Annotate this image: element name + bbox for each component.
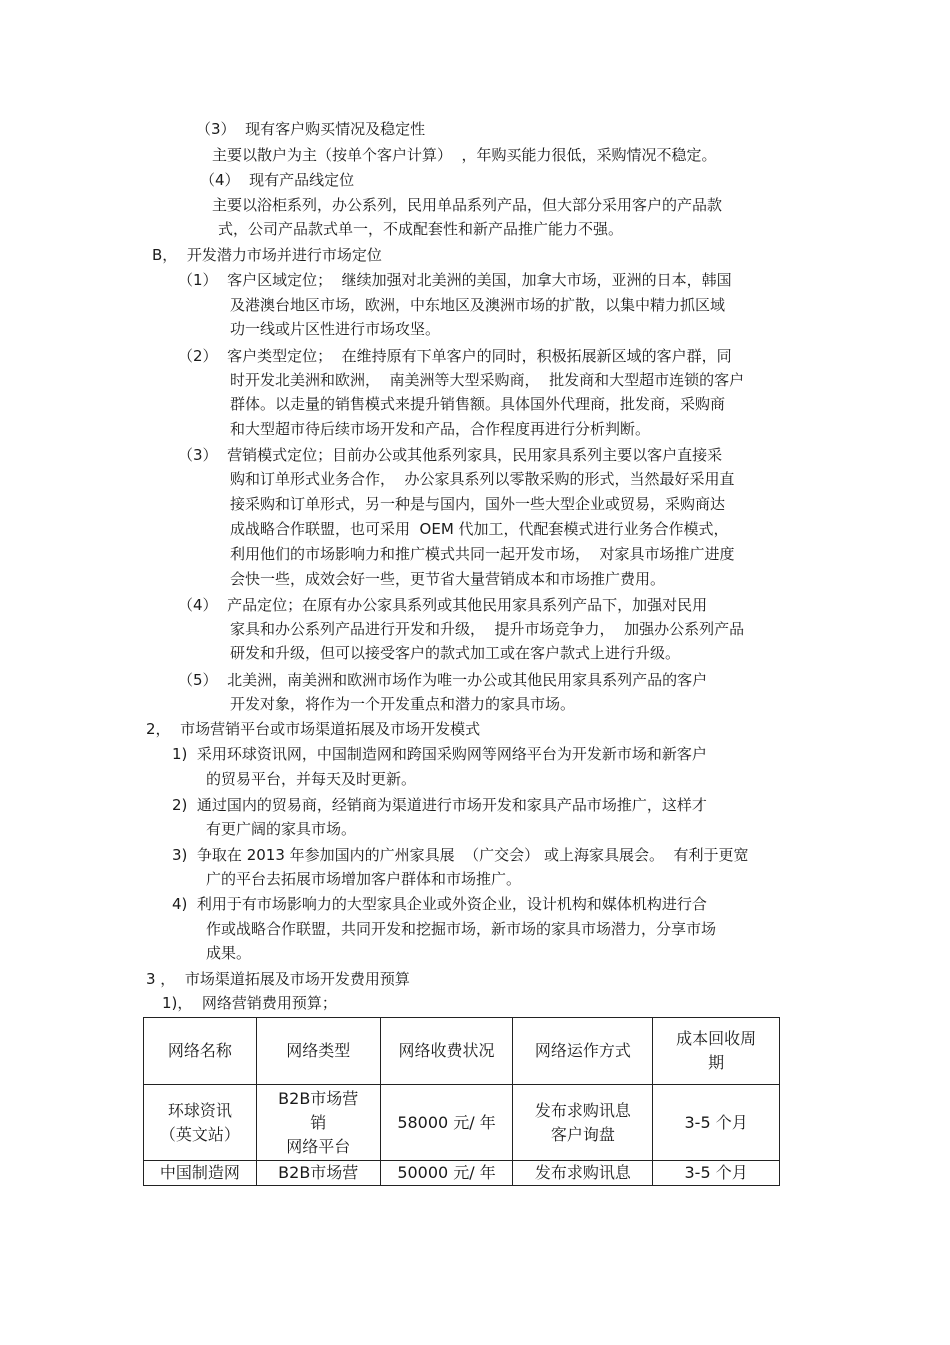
table-cell: 50000 元/ 年	[380, 1161, 513, 1186]
text-line: 接采购和订单形式，另一种是与国内，国外一些大型企业或贸易，采购商达	[230, 495, 726, 513]
text-line: 的贸易平台，并每天及时更新。	[206, 770, 417, 788]
table-cell: 3-5 个月	[653, 1085, 780, 1161]
table-cell: 发布求购讯息	[513, 1161, 653, 1186]
table-header-cell: 网络运作方式	[513, 1018, 653, 1085]
text-line: 1) 采用环球资讯网，中国制造网和跨国采购网等网络平台为开发新市场和新客户	[172, 745, 707, 763]
text-line: 开发对象，将作为一个开发重点和潜力的家具市场。	[230, 695, 576, 713]
text-line: 2) 通过国内的贸易商，经销商为渠道进行市场开发和家具产品市场推广，这样才	[172, 796, 707, 814]
text-line: 作或战略合作联盟，共同开发和挖掘市场，新市场的家具市场潜力，分享市场	[206, 920, 717, 938]
table-cell: 3-5 个月	[653, 1161, 780, 1186]
text-line: 利用他们的市场影响力和推广模式共同一起开发市场， 对家具市场推广进度	[230, 545, 735, 563]
table-cell: 环球资讯 （英文站）	[144, 1085, 257, 1161]
text-line: 有更广阔的家具市场。	[206, 820, 357, 838]
table-header-cell: 网络类型	[256, 1018, 380, 1085]
table-cell: B2B市场营 销 网络平台	[256, 1085, 380, 1161]
table-row	[144, 1085, 780, 1161]
network-marketing-budget-table	[143, 1017, 780, 1186]
table-header-cell: 网络名称	[144, 1018, 257, 1085]
section-heading: B， 开发潜力市场并进行市场定位	[152, 246, 382, 264]
text-line: 广的平台去拓展市场增加客户群体和市场推广。	[206, 870, 522, 888]
text-line: 1)， 网络营销费用预算；	[162, 994, 337, 1012]
section-heading: 3 ， 市场渠道拓展及市场开发费用预算	[146, 970, 410, 988]
text-line: 主要以浴柜系列，办公系列，民用单品系列产品，但大部分采用客户的产品款	[212, 196, 723, 214]
text-line: 时开发北美洲和欧洲， 南美洲等大型采购商， 批发商和大型超市连锁的客户	[230, 371, 745, 389]
text-line: （4） 现有产品线定位	[200, 171, 355, 189]
text-line: 主要以散户为主（按单个客户计算） ，年购买能力很低，采购情况不稳定。	[212, 146, 717, 164]
text-line: 家具和办公系列产品进行开发和升级， 提升市场竞争力， 加强办公系列产品	[230, 620, 745, 638]
table-header-row	[144, 1018, 780, 1085]
text-line: 研发和升级，但可以接受客户的款式加工或在客户款式上进行升级。	[230, 644, 681, 662]
text-line: 会快一些，成效会好一些，更节省大量营销成本和市场推广费用。	[230, 570, 666, 588]
table-cell: 58000 元/ 年	[380, 1085, 513, 1161]
table-cell: 发布求购讯息 客户询盘	[513, 1085, 653, 1161]
text-line: （3） 现有客户购买情况及稳定性	[196, 120, 426, 138]
text-line: 3) 争取在 2013 年参加国内的广州家具展 （广交会） 或上海家具展会。 有利于更宽	[172, 846, 749, 864]
section-heading: 2， 市场营销平台或市场渠道拓展及市场开发模式	[146, 720, 481, 738]
text-line: 成战略合作联盟，也可采用 OEM 代加工，代配套模式进行业务合作模式，	[230, 520, 729, 538]
text-line: 成果。	[206, 944, 252, 962]
text-line: 购和订单形式业务合作， 办公家具系列以零散采购的形式，当然最好采用直	[230, 470, 735, 488]
text-line: （1） 客户区域定位； 继续加强对北美洲的美国，加拿大市场，亚洲的日本，韩国	[178, 271, 732, 289]
table-cell: 中国制造网	[144, 1161, 257, 1186]
text-line: 群体。以走量的销售模式来提升销售额。具体国外代理商，批发商，采购商	[230, 395, 726, 413]
text-line: 式，公司产品款式单一，不成配套性和新产品推广能力不强。	[218, 220, 624, 238]
text-line: （2） 客户类型定位； 在维持原有下单客户的同时，积极拓展新区域的客户群，同	[178, 347, 732, 365]
table-row	[144, 1161, 780, 1186]
text-line: 及港澳台地区市场，欧洲，中东地区及澳洲市场的扩散，以集中精力抓区域	[230, 296, 726, 314]
text-line: 4) 利用于有市场影响力的大型家具企业或外资企业，设计机构和媒体机构进行合	[172, 895, 707, 913]
text-line: （4） 产品定位；在原有办公家具系列或其他民用家具系列产品下，加强对民用	[178, 596, 708, 614]
table-header-cell: 网络收费状况	[380, 1018, 513, 1085]
text-line: （3） 营销模式定位；目前办公或其他系列家具，民用家具系列主要以客户直接采	[178, 446, 723, 464]
table-cell: B2B市场营	[256, 1161, 380, 1186]
text-line: （5） 北美洲，南美洲和欧洲市场作为唯一办公或其他民用家具系列产品的客户	[178, 671, 708, 689]
text-line: 和大型超市待后续市场开发和产品，合作程度再进行分析判断。	[230, 420, 651, 438]
table-header-cell: 成本回收周 期	[653, 1018, 780, 1085]
text-line: 功一线或片区性进行市场攻坚。	[230, 320, 441, 338]
